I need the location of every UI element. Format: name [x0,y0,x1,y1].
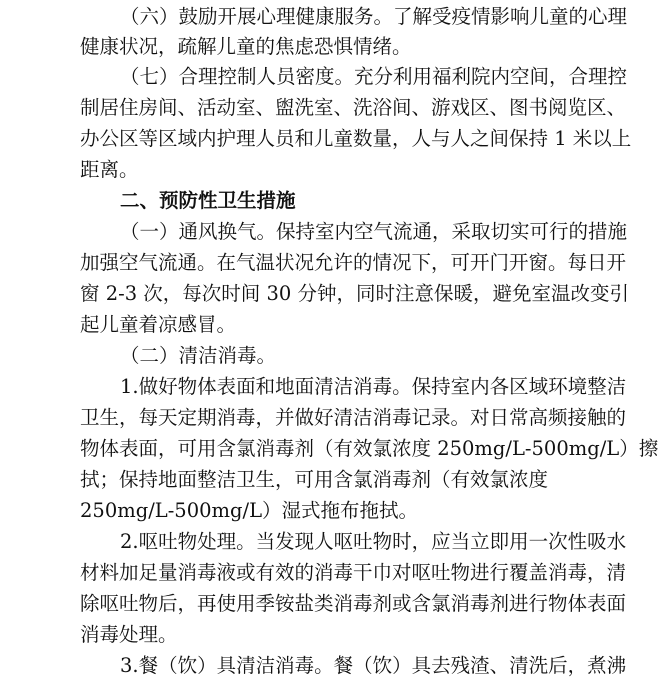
ventilation-line-4: 起儿童着凉感冒。 [80,313,237,336]
cleaning-2-line-4: 消毒处理。 [80,623,178,646]
paragraph-6-line-2: 健康状况，疏解儿童的焦虑恐惧情绪。 [80,35,412,58]
paragraph-7-line-2: 制居住房间、活动室、盥洗室、洗浴间、游戏区、图书阅览区、 [80,96,627,119]
cleaning-1-line-3: 物体表面，可用含氯消毒剂（有效氯浓度 250mg/L-500mg/L）擦 [80,437,659,460]
paragraph-7-line-4: 距离。 [80,158,139,181]
cleaning-1-line-2: 卫生，每天定期消毒，并做好清洁消毒记录。对日常高频接触的 [80,406,627,429]
cleaning-3-line-1: 3.餐（饮）具清洁消毒。餐（饮）具去残渣、清洗后，煮沸 [120,654,627,677]
cleaning-1-line-5: 250mg/L-500mg/L）湿式拖布拖拭。 [80,499,419,522]
cleaning-2-line-2: 材料加足量消毒液或有效的消毒干巾对呕吐物进行覆盖消毒，清 [80,561,627,584]
ventilation-line-3: 窗 2-3 次，每次时间 30 分钟，同时注意保暖，避免室温改变引 [80,282,630,305]
section-2-heading: 二、预防性卫生措施 [120,189,296,212]
cleaning-1-line-4: 拭；保持地面整洁卫生，可用含氯消毒剂（有效氯浓度 [80,468,549,491]
cleaning-2-line-1: 2.呕吐物处理。当发现人呕吐物时，应当立即用一次性吸水 [120,530,627,553]
paragraph-7-line-3: 办公区等区域内护理人员和儿童数量，人与人之间保持 1 米以上 [80,127,632,150]
paragraph-6-line-1: （六）鼓励开展心理健康服务。了解受疫情影响儿童的心理 [120,5,628,28]
ventilation-line-2: 加强空气流通。在气温状况允许的情况下，可开门开窗。每日开 [80,251,627,274]
cleaning-1-line-1: 1.做好物体表面和地面清洁消毒。保持室内各区域环境整洁 [120,375,627,398]
cleaning-title: （二）清洁消毒。 [120,344,277,367]
paragraph-7-line-1: （七）合理控制人员密度。充分利用福利院内空间，合理控 [120,65,628,88]
cleaning-2-line-3: 除呕吐物后，再使用季铵盐类消毒剂或含氯消毒剂进行物体表面 [80,592,627,615]
ventilation-line-1: （一）通风换气。保持室内空气流通，采取切实可行的措施 [120,220,628,243]
